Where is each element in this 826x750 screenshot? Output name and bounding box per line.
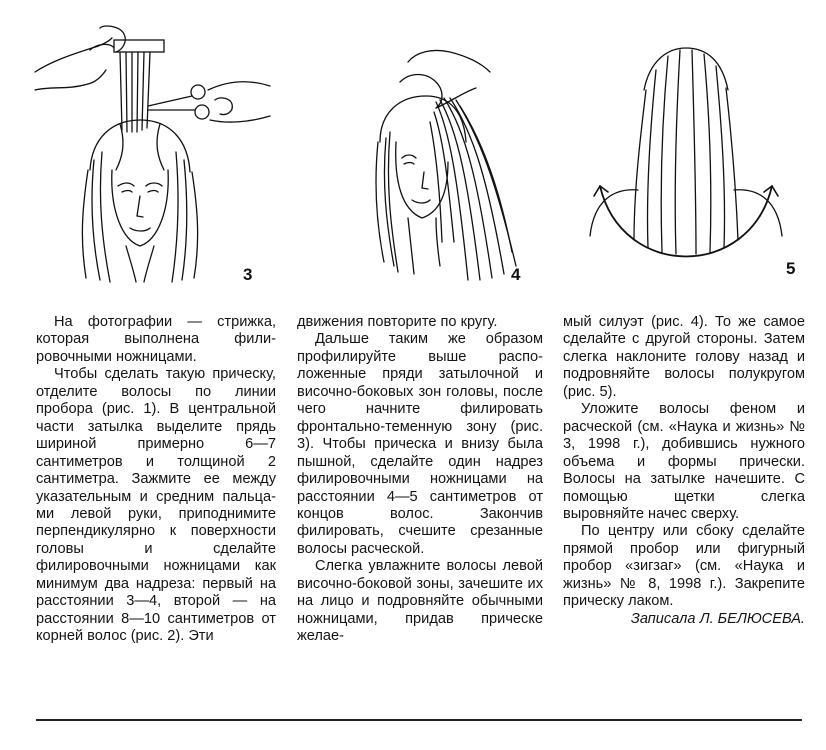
paragraph: На фотографии — стрижка, которая выполнена филировочными ножницами. xyxy=(36,314,276,365)
figure-4-number: 4 xyxy=(511,265,521,284)
paragraph: Чтобы сделать такую прическу, отделите волосы по линии пробора (рис. 1). В центральной части затылка выделите прядь шириной примерно 6—7 сантиметров и толщиной 2 сантиметра. Зажмите ее между указательным и средним пальцами левой руки, приподнимите перпендикулярно к поверхности головы и сделайте филировочными ножницами как минимум два надреза: первый на расстоянии 3—4, второй — на расстоянии 8—10 сантиметров от корней волос (рис. 2). Эти xyxy=(36,366,276,645)
article-column-1 xyxy=(36,314,276,646)
figure-3-number: 3 xyxy=(243,265,253,284)
article-column-3 xyxy=(563,314,805,628)
paragraph: По центру или сбоку сделайте прямой пробор или фигурный пробор «зигзаг» (см. «Наука и жизнь» № 8, 1998 г.). Закрепите прическу лаком. xyxy=(563,523,805,610)
paragraph: Слегка увлажните волосы левой височно-боковой зоны, зачешите их на лицо и подровняйте обычными ножницами, придав прическе желае- xyxy=(297,558,543,645)
figure-4-illustration xyxy=(340,42,520,287)
bottom-divider xyxy=(36,719,802,721)
author-credit: Записала Л. БЕЛЮСЕВА. xyxy=(630,610,805,627)
paragraph: Дальше таким же образом профилируйте выше расположенные пряди затылочной и височно-боковых зон головы, после чего начните филировать фронтально-теменную зону (рис. 3). Чтобы прическа и внизу была пышной, сделайте один надрез филировочными ножницами на расстоянии 4—5 сантиметров от концов волос. Закончив филировать, счешите срезанные волосы расческой. xyxy=(297,331,543,557)
paragraph: движения повторите по кругу. xyxy=(297,314,498,330)
paragraph: мый силуэт (рис. 4). То же самое сделайте с другой стороны. Затем слегка наклоните голову назад и подровняйте волосы полукругом (рис. 5). xyxy=(563,314,805,400)
figure-5-illustration xyxy=(586,40,786,270)
article-column-2 xyxy=(297,314,543,646)
paragraph: Уложите волосы феном и расческой (см. «Наука и жизнь» № 3, 1998 г.), добившись нужного объема и формы прически. Волосы на затылке начешите. С помощью щетки слегка выровняйте начес сверху. xyxy=(563,401,805,522)
figure-3-illustration xyxy=(30,20,280,290)
figure-5-number: 5 xyxy=(786,259,796,278)
